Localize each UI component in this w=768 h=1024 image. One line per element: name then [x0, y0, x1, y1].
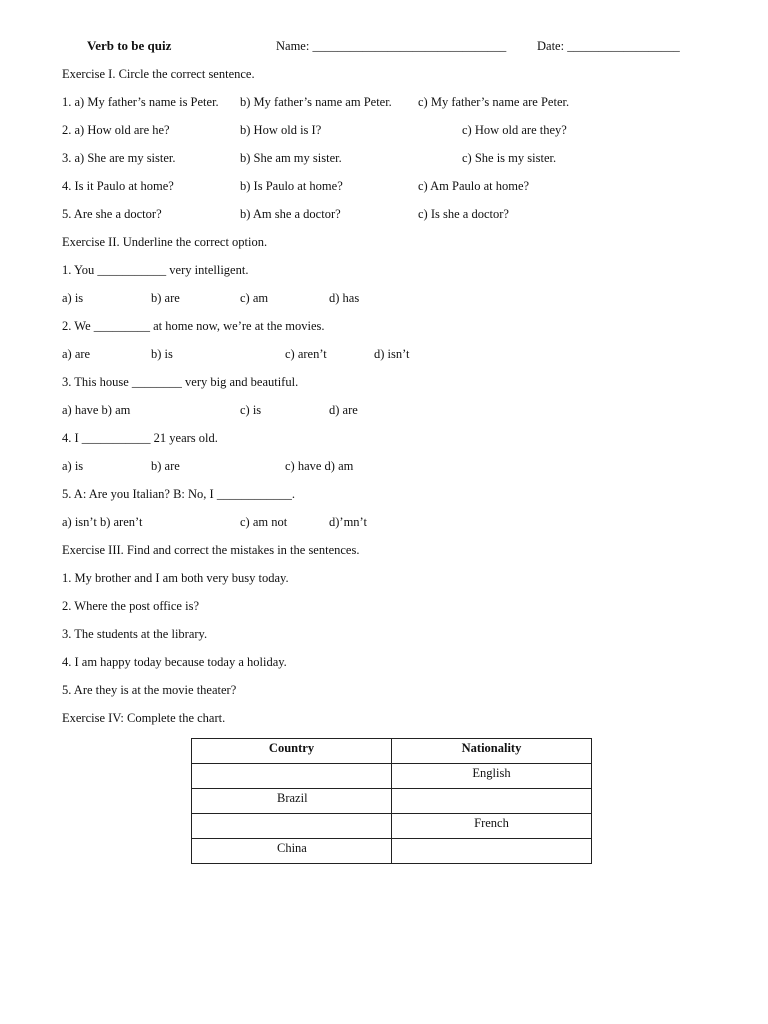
- chart-row: [192, 839, 592, 864]
- column-header-country: Country: [192, 739, 392, 764]
- ex2-q5-option-ab[interactable]: a) isn’t b) aren’t: [62, 515, 143, 529]
- ex2-q1-option-a[interactable]: a) is: [62, 291, 84, 305]
- ex1-q5-option-a[interactable]: 5. Are she a doctor?: [62, 207, 162, 221]
- ex1-q2-option-b[interactable]: b) How old is I?: [240, 123, 322, 137]
- ex1-q4-option-c[interactable]: c) Am Paulo at home?: [418, 179, 530, 193]
- ex2-q5-text: 5. A: Are you Italian? B: No, I ____________.: [62, 487, 295, 501]
- ex3-item-2: 2. Where the post office is?: [62, 599, 199, 613]
- ex1-q1-option-b[interactable]: b) My father’s name am Peter.: [240, 95, 392, 109]
- exercise-2-heading: Exercise II. Underline the correct option.: [62, 235, 268, 249]
- ex1-q2-option-c[interactable]: c) How old are they?: [462, 123, 567, 137]
- ex2-q4-text: 4. I ___________ 21 years old.: [62, 431, 218, 445]
- ex2-q2-option-d[interactable]: d) isn’t: [374, 347, 410, 361]
- ex2-q4-option-cd[interactable]: c) have d) am: [285, 459, 354, 473]
- ex2-q1-option-b[interactable]: b) are: [151, 291, 180, 305]
- chart-row: [192, 764, 592, 789]
- exercise-4-heading: Exercise IV: Complete the chart.: [62, 711, 226, 725]
- ex2-q5-option-d[interactable]: d)’mn’t: [329, 515, 367, 529]
- nationality-cell[interactable]: English: [392, 764, 592, 789]
- nationality-cell[interactable]: French: [392, 814, 592, 839]
- country-cell[interactable]: Brazil: [192, 789, 392, 814]
- ex1-q3-option-c[interactable]: c) She is my sister.: [462, 151, 557, 165]
- date-field[interactable]: Date: __________________: [537, 39, 680, 53]
- ex2-q4-option-a[interactable]: a) is: [62, 459, 84, 473]
- exercise-1-heading: Exercise I. Circle the correct sentence.: [62, 67, 255, 81]
- ex2-q3-option-ab[interactable]: a) have b) am: [62, 403, 131, 417]
- ex2-q2-option-c[interactable]: c) aren’t: [285, 347, 327, 361]
- chart-row: [192, 789, 592, 814]
- ex1-q5-option-b[interactable]: b) Am she a doctor?: [240, 207, 341, 221]
- ex2-q3-option-c[interactable]: c) is: [240, 403, 262, 417]
- ex2-q3-text: 3. This house ________ very big and beautiful.: [62, 375, 299, 389]
- ex3-item-1: 1. My brother and I am both very busy today.: [62, 571, 289, 585]
- ex3-item-5: 5. Are they is at the movie theater?: [62, 683, 237, 697]
- ex2-q3-option-d[interactable]: d) are: [329, 403, 358, 417]
- nationality-cell[interactable]: [392, 839, 592, 864]
- ex2-q2-option-a[interactable]: a) are: [62, 347, 91, 361]
- ex3-item-3: 3. The students at the library.: [62, 627, 208, 641]
- ex2-q2-text: 2. We _________ at home now, we’re at the movies.: [62, 319, 325, 333]
- nationality-chart: [191, 738, 592, 864]
- ex1-q3-option-b[interactable]: b) She am my sister.: [240, 151, 342, 165]
- chart-row: [192, 814, 592, 839]
- exercise-3-heading: Exercise III. Find and correct the mistakes in the sentences.: [62, 543, 360, 557]
- name-field[interactable]: Name: _______________________________: [276, 39, 507, 53]
- ex1-q1-option-c[interactable]: c) My father’s name are Peter.: [418, 95, 570, 109]
- ex3-item-4: 4. I am happy today because today a holiday.: [62, 655, 287, 669]
- quiz-title: Verb to be quiz: [87, 38, 172, 53]
- ex1-q4-option-b[interactable]: b) Is Paulo at home?: [240, 179, 343, 193]
- ex1-q1-option-a[interactable]: 1. a) My father’s name is Peter.: [62, 95, 219, 109]
- nationality-cell[interactable]: [392, 789, 592, 814]
- chart-header-row: [192, 739, 592, 764]
- ex2-q4-option-b[interactable]: b) are: [151, 459, 180, 473]
- ex2-q2-option-b[interactable]: b) is: [151, 347, 173, 361]
- country-cell[interactable]: China: [192, 839, 392, 864]
- country-cell[interactable]: [192, 814, 392, 839]
- ex2-q1-text: 1. You ___________ very intelligent.: [62, 263, 249, 277]
- ex2-q1-option-d[interactable]: d) has: [329, 291, 360, 305]
- country-cell[interactable]: [192, 764, 392, 789]
- ex1-q2-option-a[interactable]: 2. a) How old are he?: [62, 123, 170, 137]
- ex1-q5-option-c[interactable]: c) Is she a doctor?: [418, 207, 509, 221]
- ex2-q1-option-c[interactable]: c) am: [240, 291, 269, 305]
- ex1-q4-option-a[interactable]: 4. Is it Paulo at home?: [62, 179, 174, 193]
- ex1-q3-option-a[interactable]: 3. a) She are my sister.: [62, 151, 176, 165]
- column-header-nationality: Nationality: [392, 739, 592, 764]
- ex2-q5-option-c[interactable]: c) am not: [240, 515, 288, 529]
